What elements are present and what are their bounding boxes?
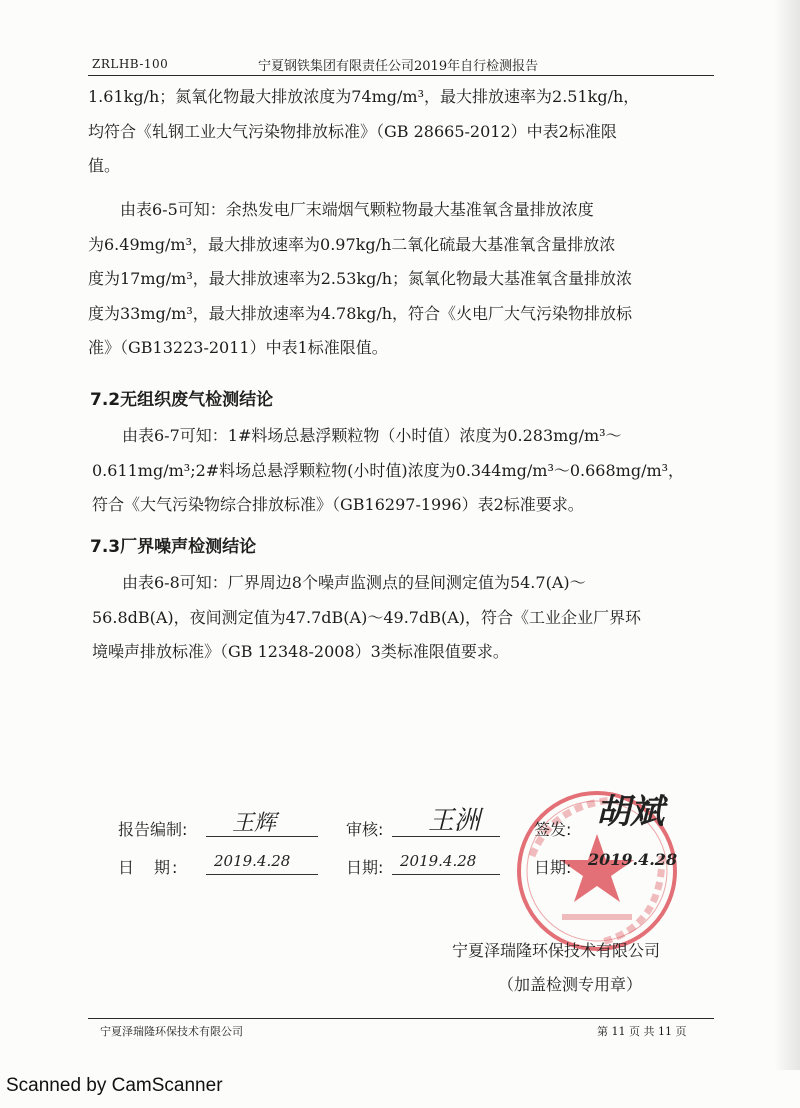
text-line: 符合《大气污染物综合排放标准》（GB16297-1996）表2标准要求。	[92, 495, 584, 514]
page-number: 第 11 页 共 11 页	[597, 1025, 687, 1038]
paragraph-boundary-noise	[92, 566, 641, 670]
date-value-reviewer: 2019.4.28	[400, 852, 477, 870]
date-label-compiler: 日 期:	[118, 858, 180, 877]
text-line: 由表6-8可知：厂界周边8个噪声监测点的昼间测定值为54.7(A)～	[122, 573, 586, 592]
compiler-underline	[206, 836, 318, 837]
text-line: 值。	[88, 156, 121, 175]
header-rule	[88, 75, 714, 76]
text-line: 0.611mg/m³;2#料场总悬浮颗粒物(小时值)浓度为0.344mg/m³～0.668mg/m³，	[92, 460, 685, 480]
text-line: 度为17mg/m³，最大排放速率为2.53kg/h；氮氧化物最大基准氧含量排放浓	[88, 269, 633, 288]
text-line: 56.8dB(A)，夜间测定值为47.7dB(A)～49.7dB(A)，符合《工业企业厂界环	[92, 607, 641, 627]
footer-rule	[88, 1018, 714, 1019]
paragraph-fugitive-emissions	[92, 419, 684, 523]
date-underline-reviewer	[392, 874, 500, 875]
date-value-issuer: 2019.4.28	[588, 850, 678, 869]
paragraph-rolling-mill	[88, 80, 639, 184]
scanner-watermark: Scanned by CamScanner	[6, 1075, 223, 1096]
compiler-signature: 王辉	[232, 811, 277, 836]
text-line: 均符合《轧钢工业大气污染物排放标准》（GB 28665-2012）中表2标准限	[88, 121, 617, 141]
text-line: 由表6-7可知：1#料场总悬浮颗粒物（小时值）浓度为0.283mg/m³～	[122, 426, 622, 445]
issuer-signature: 胡斌	[596, 792, 664, 832]
doc-code: ZRLHB-100	[92, 57, 169, 71]
reviewer-underline	[392, 836, 500, 837]
stamp-note: （加盖检测专用章）	[498, 975, 643, 994]
text-line: 度为33mg/m³，最大排放速率为4.78kg/h，符合《火电厂大气污染物排放标	[88, 303, 633, 323]
text-line: 准》（GB13223-2011）中表1标准限值。	[88, 338, 388, 357]
date-value-compiler: 2019.4.28	[214, 852, 291, 870]
text-line: 由表6-5可知：余热发电厂末端烟气颗粒物最大基准氧含量排放浓度	[120, 200, 594, 219]
page-edge-shadow	[774, 0, 800, 1070]
report-header-title: 宁夏钢铁集团有限责任公司2019年自行检测报告	[258, 59, 539, 74]
section-heading-7-3: 7.3厂界噪声检测结论	[90, 537, 257, 557]
footer-company: 宁夏泽瑞隆环保技术有限公司	[100, 1025, 243, 1038]
reviewer-signature: 王洲	[428, 806, 481, 836]
reviewer-label: 审核:	[346, 820, 384, 839]
text-line: 境噪声排放标准》（GB 12348-2008）3类标准限值要求。	[92, 642, 509, 661]
company-name: 宁夏泽瑞隆环保技术有限公司	[452, 941, 661, 960]
issuer-label: 签发:	[534, 820, 572, 839]
compiler-label: 报告编制:	[118, 820, 188, 839]
date-label-reviewer: 日期:	[346, 858, 384, 877]
date-underline-compiler	[206, 874, 318, 875]
section-heading-7-2: 7.2无组织废气检测结论	[90, 390, 274, 410]
paragraph-waste-heat-plant	[88, 193, 632, 366]
date-label-issuer: 日期:	[534, 858, 572, 877]
text-line: 1.61kg/h；氮氧化物最大排放浓度为74mg/m³，最大排放速率为2.51kg/h，	[88, 87, 640, 106]
text-line: 为6.49mg/m³，最大排放速率为0.97kg/h二氧化硫最大基准氧含量排放浓	[88, 234, 616, 254]
